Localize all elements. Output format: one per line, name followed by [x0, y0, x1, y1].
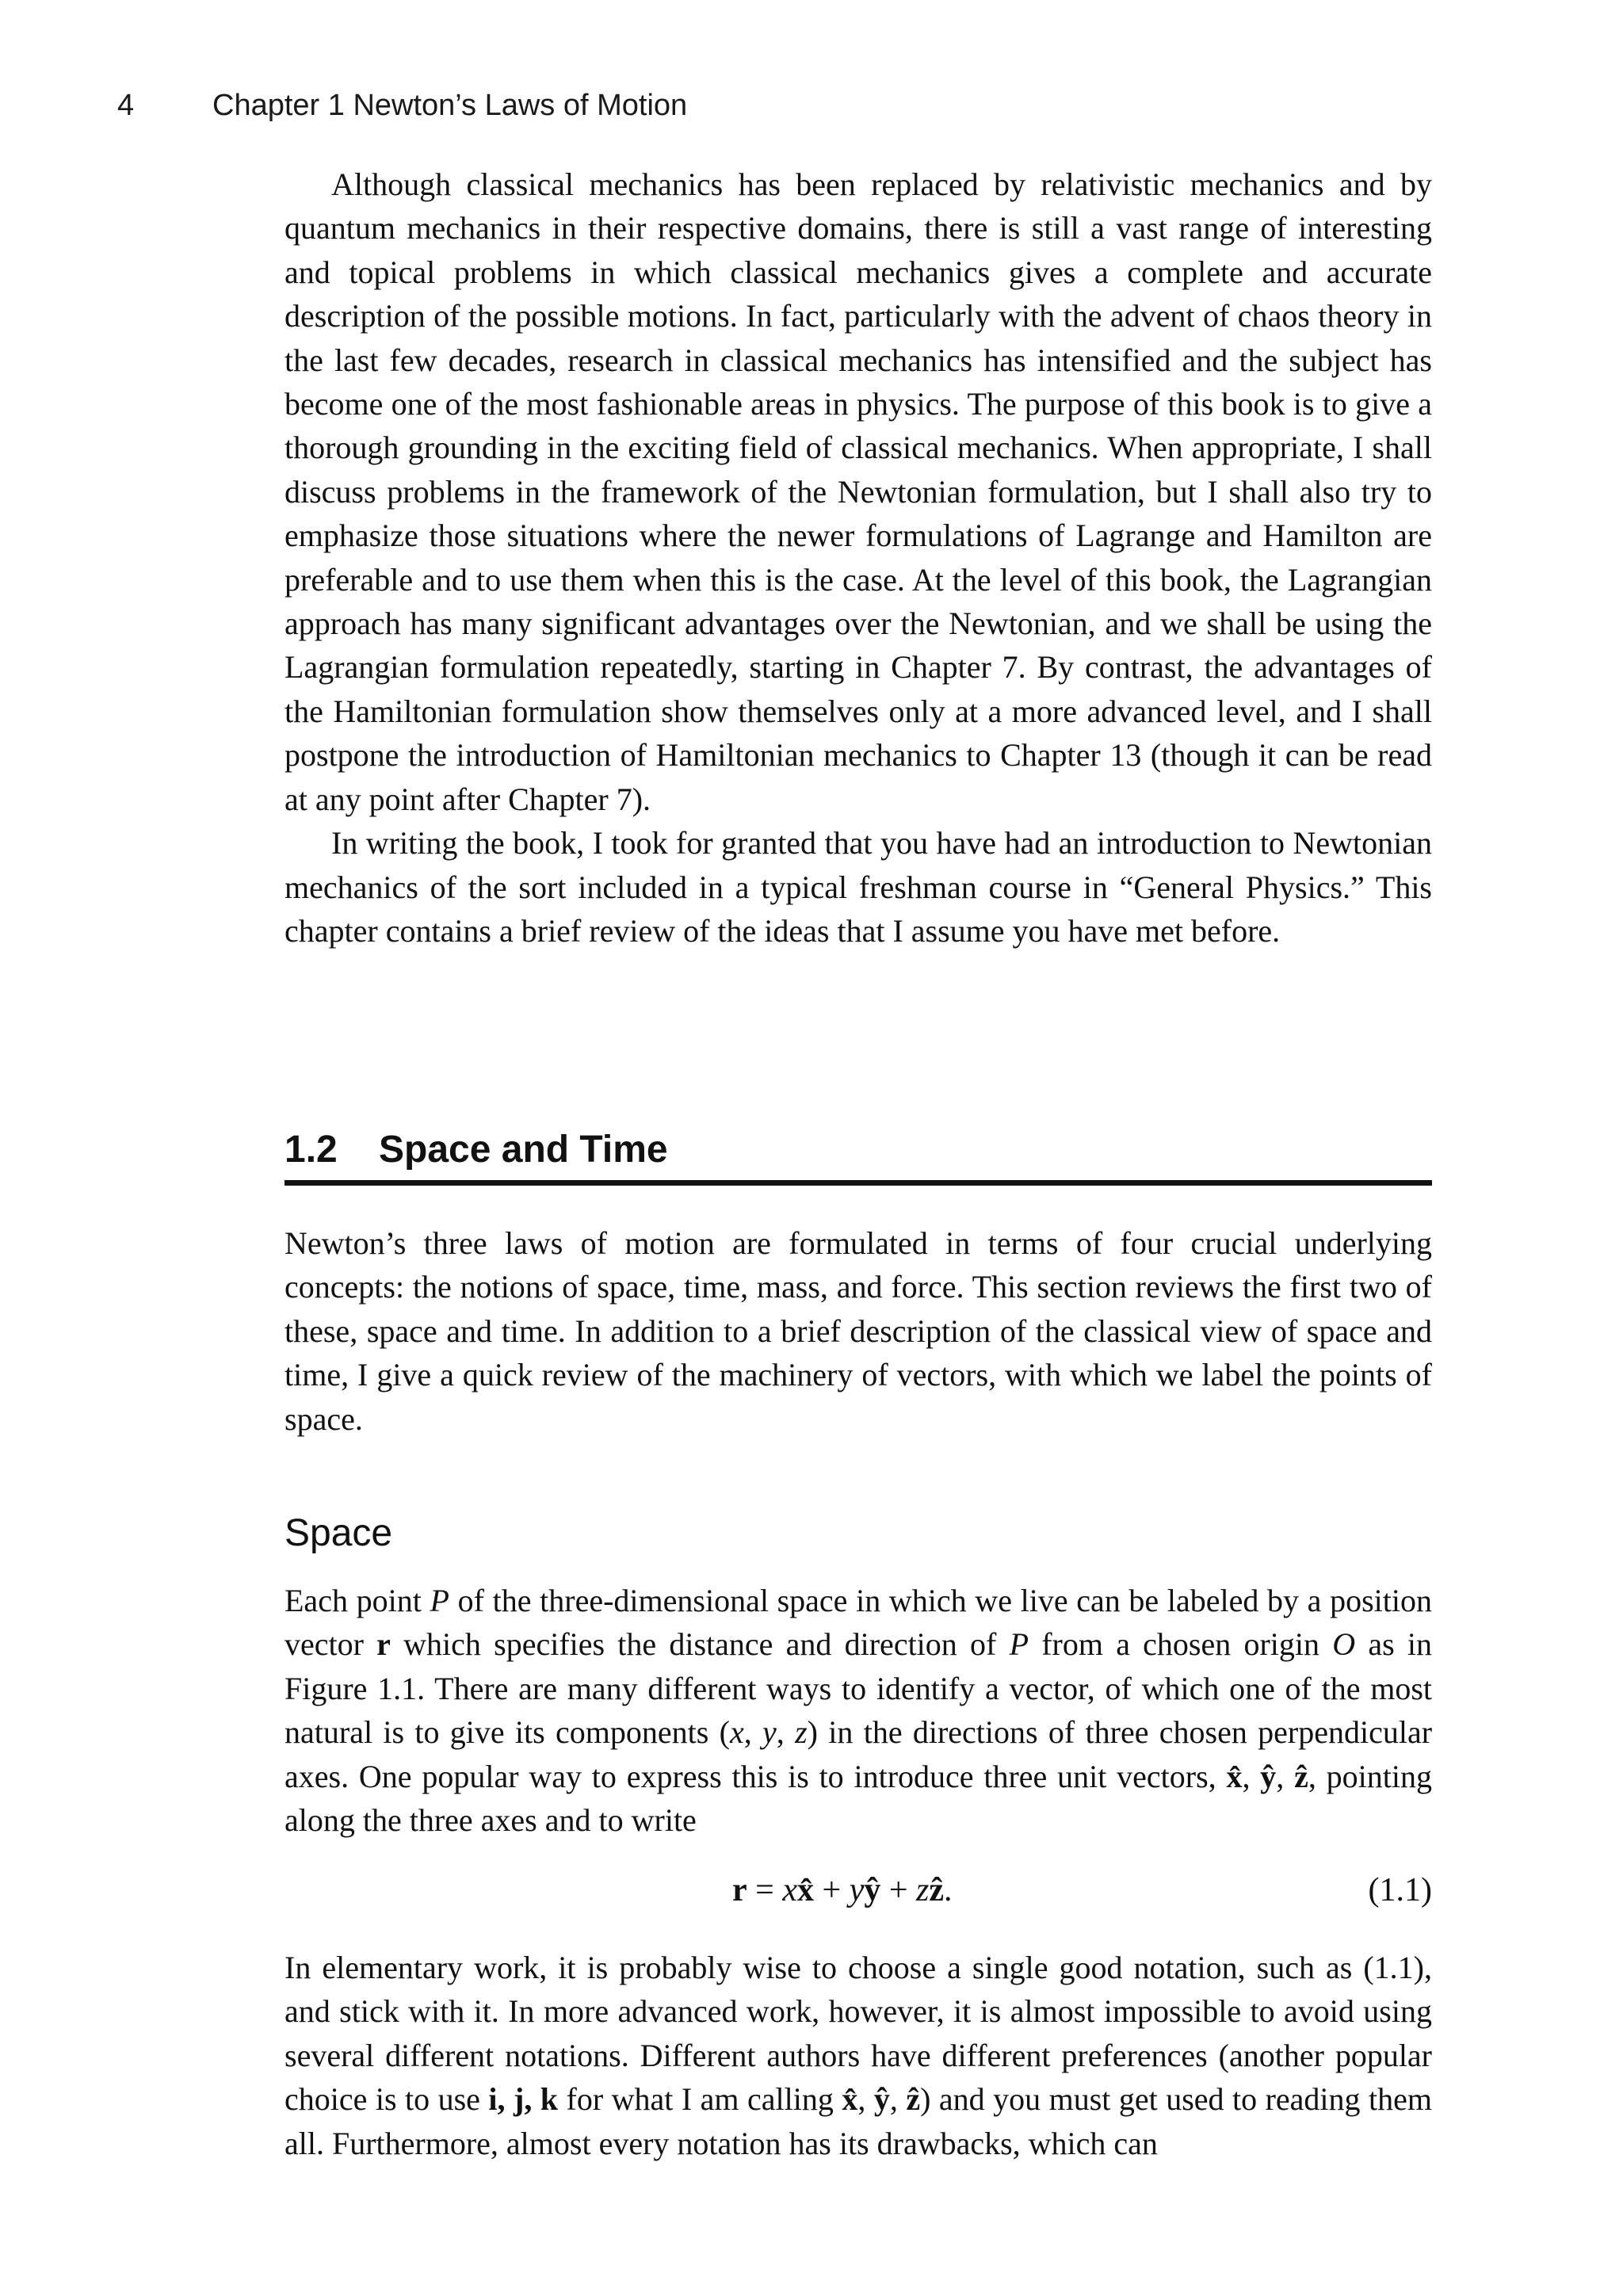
- section-rule: [285, 1180, 1432, 1186]
- text-run: from a chosen origin: [1029, 1626, 1333, 1663]
- eq-zhat: ẑ: [929, 1872, 945, 1908]
- text-run: ,: [776, 1714, 796, 1751]
- text-run: which specifies the distance and direction of: [390, 1626, 1010, 1663]
- text-run: ,: [1276, 1758, 1295, 1794]
- equation-1-1: [285, 1871, 1432, 1916]
- section-paragraph: Newton’s three laws of motion are formulated in terms of four crucial underlying concepts: the notions of space, time, mass, and force. This section reviews the first two of these, space and time. In addition to a brief description of the classical view of space and time, I give a quick review of the machinery of vectors, with which we label the points of space.: [285, 1225, 1432, 1437]
- text-run: of the three-dimensional space in which we live can be labeled by a position vector: [285, 1583, 1433, 1663]
- math-ijk: i, j, k: [488, 2081, 559, 2118]
- math-y: y: [762, 1714, 777, 1751]
- text-run: ) and you must get used to reading them all. Furthermore, almost every notation has its drawbacks, which can: [285, 2081, 1433, 2161]
- intro-paragraph-2: In writing the book, I took for granted that you have had an introduction to Newtonian mechanics of the sort included in a typical freshman course in “General Physics.” This chapter contains a brief review of the ideas that I assume you have met before.: [285, 825, 1432, 949]
- equation-number: (1.1): [1368, 1872, 1432, 1908]
- equation-body: [732, 1871, 953, 1909]
- math-z: z: [795, 1714, 808, 1751]
- page-number: 4: [117, 89, 135, 122]
- math-yhat: ŷ: [873, 2081, 890, 2118]
- math-x: x: [729, 1714, 744, 1751]
- text-run: ,: [1242, 1758, 1261, 1794]
- section-title: Space and Time: [379, 1129, 668, 1171]
- text-run: ,: [857, 2081, 874, 2118]
- section-text: [285, 1221, 1432, 1441]
- eq-period: .: [944, 1872, 953, 1908]
- space-paragraph-1: [285, 1579, 1432, 1842]
- math-xhat: x̂: [1226, 1758, 1243, 1794]
- text-run: Each point: [285, 1583, 430, 1618]
- section-number: 1.2: [285, 1129, 338, 1171]
- running-head-title: Chapter 1 Newton’s Laws of Motion: [212, 89, 688, 122]
- space-para-1-text: [285, 1579, 1432, 1842]
- math-zhat: ẑ: [906, 2081, 921, 2118]
- eq-yhat: ŷ: [864, 1872, 881, 1908]
- math-P: P: [1009, 1626, 1029, 1663]
- eq-z: z: [916, 1872, 930, 1908]
- eq-plus: +: [814, 1872, 850, 1908]
- text-run: for what I am calling: [558, 2081, 842, 2118]
- math-xhat: x̂: [842, 2081, 858, 2118]
- text-run: In elementary work, it is probably wise to choose a single good notation, such as (1.1), and stick with it. In more advanced work, however, it is almost impossible to avoid using several different notations. Different authors have different preferences (another popular choice is to use: [285, 1950, 1432, 2118]
- text-run: ,: [889, 2081, 907, 2118]
- math-P: P: [430, 1583, 449, 1618]
- eq-x: x: [782, 1872, 797, 1908]
- text-run: as in Figure 1.1. There are many different ways to identify a vector, of which one of the most natural is to give its components (: [285, 1626, 1432, 1751]
- space-para-2-text: [285, 1946, 1432, 2165]
- text-run: ) in the directions of three chosen perpendicular axes. One popular way to express this is to introduce three unit vectors,: [285, 1714, 1433, 1794]
- text-run: , pointing along the three axes and to write: [285, 1758, 1433, 1839]
- eq-r: r: [732, 1872, 747, 1908]
- math-O: O: [1332, 1626, 1356, 1663]
- intro-paragraph-1: Although classical mechanics has been replaced by relativistic mechanics and by quantum mechanics in their respective domains, there is still a vast range of interesting and topical problems in which classical mechanics gives a complete and accurate description of the possible motions. In fact, particularly with the advent of chaos theory in the last few decades, research in classical mechanics has intensified and the subject has become one of the most fashionable areas in physics. The purpose of this book is to give a thorough grounding in the exciting field of classical mechanics. When appropriate, I shall discuss problems in the framework of the Newtonian formulation, but I shall also try to emphasize those situations where the newer formulations of Lagrange and Hamilton are preferable and to use them when this is the case. At the level of this book, the Lagrangian approach has many significant advantages over the Newtonian, and we shall be using the Lagrangian formulation repeatedly, starting in Chapter 7. By contrast, the advantages of the Hamiltonian formulation show themselves only at a more advanced level, and I shall postpone the introduction of Hamiltonian mechanics to Chapter 13 (though it can be read at any point after Chapter 7).: [285, 166, 1432, 817]
- math-r: r: [376, 1626, 391, 1663]
- text-run: ,: [743, 1714, 763, 1751]
- math-zhat: ẑ: [1294, 1758, 1308, 1794]
- subsection-heading: Space: [285, 1512, 393, 1554]
- eq-equals: =: [747, 1872, 783, 1908]
- eq-xhat: x̂: [797, 1872, 814, 1908]
- intro-text: [285, 162, 1432, 953]
- eq-plus: +: [880, 1872, 917, 1908]
- math-yhat: ŷ: [1260, 1758, 1277, 1794]
- space-paragraph-2: [285, 1946, 1432, 2165]
- section-heading: [285, 1128, 1432, 1171]
- eq-y: y: [849, 1872, 865, 1908]
